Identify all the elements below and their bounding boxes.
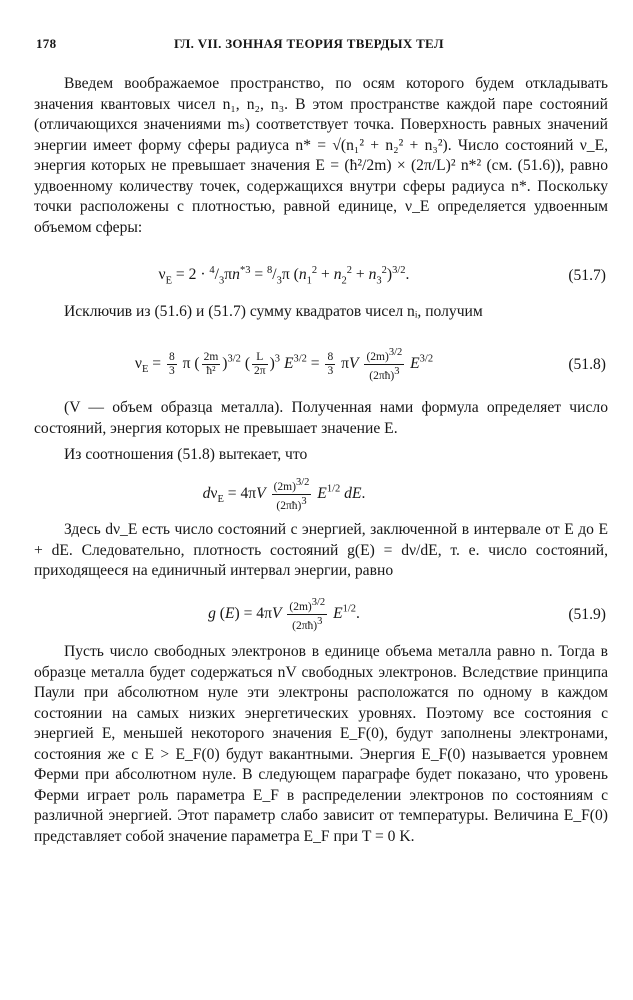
paragraph-5: Здесь dν_E есть число состояний с энергией, заключенной в интервале от E до E + dE. Следовательно, плотность состояний g(E) = dν/dE, т. е. число состояний, приходящееся на единичный интервал энергии, равно xyxy=(34,521,608,579)
equation-number: (51.9) xyxy=(568,606,606,623)
equation-number: (51.8) xyxy=(568,356,606,373)
paragraph-2: Исключив из (51.6) и (51.7) сумму квадратов чисел nᵢ, получим xyxy=(64,303,483,320)
equation-dnu xyxy=(34,476,608,516)
running-title: ГЛ. VII. ЗОННАЯ ТЕОРИЯ ТВЕРДЫХ ТЕЛ xyxy=(174,36,444,51)
equation-51-9-formula: g (E) = 4πV $\frac{(2m)^{3/2}}{(2\pi ħ)^3}$ $E^{1/2}$. xyxy=(208,597,360,632)
equation-number: (51.7) xyxy=(568,267,606,284)
equation-51-7 xyxy=(34,265,608,301)
equation-51-8-formula: $\nu_E$ = $\frac{8}{3}$ π ( $\frac{2m}{\text{ħ²}}$ )$^{3/2}$ ( $\frac{L}{2\pi}$ )$^3$ $E^{3/2}$ = $\frac{8}{3}$ πV $\frac{(2m)^{3/2}}{(2\pi ħ)^3}$ $E^{3/2}$ xyxy=(134,347,434,382)
paragraph-6: Пусть число свободных электронов в единице объема металла равно n. Тогда в образце металла будет содержаться nV свободных электронов. Вследствие принципа Паули при абсолютном нуле эти электроны расположатся по одному в каждом состоянии на самых низких энергетических уровнях. Поэтому все состояния с энергией E, меньшей некоторого значения E_F(0), будут заполнены электронами, состояния же с E > E_F(0) будут вакантными. Энергия E_F(0) называется уровнем Ферми при абсолютном нуле. В следующем параграфе будет показано, что уровень Ферми играет роль параметра E_F в распределении электронов по состояниям с различной энергией. Этот параметр слабо зависит от температуры. Величина E_F(0) представляет собой значение параметра E_F при T = 0 K. xyxy=(34,643,608,845)
equation-51-9 xyxy=(34,596,608,636)
equation-51-7-formula: $\nu_E = 2 \cdot ^4/_3\pi n^{*3} = ^8/_3\pi$ $(n_1^2 + n_2^2 + n_3^2)^{3/2}$. xyxy=(158,265,410,287)
equation-51-8 xyxy=(34,346,608,388)
paragraph-3: (V — объем образца металла). Полученная нами формула определяет число состояний, энергия которых не превышает значение E. xyxy=(34,399,608,437)
equation-dnu-formula: $d\nu_E = 4\pi V$ $\frac{(2m)^{3/2}}{(2\pi ħ)^3}$ $E^{1/2}$ dE. xyxy=(202,477,366,512)
page-header xyxy=(36,36,606,58)
page-number: 178 xyxy=(36,36,57,51)
paragraph-1: Введем воображаемое пространство, по осям которого будем откладывать значения квантовых чисел n₁, n₂, n₃. В этом пространстве каждой паре состояний (отличающихся значениями mₛ) соответствует точка. Поверхность равных значений энергии имеет форму сферы радиуса n* = √(n₁² + n₂² + n₃²). Число состояний ν_E, энергия которых не превышает значения E = (ħ²/2m) × (2π/L)² n*² (см. (51.6)), равно удвоенному количеству точек, содержащихся внутри сферы радиуса n*. Поскольку точки расположены с плотностью, равной единице, ν_E определяется удвоенным объемом сферы: xyxy=(34,75,608,236)
paragraph-4: Из соотношения (51.8) вытекает, что xyxy=(64,446,308,463)
